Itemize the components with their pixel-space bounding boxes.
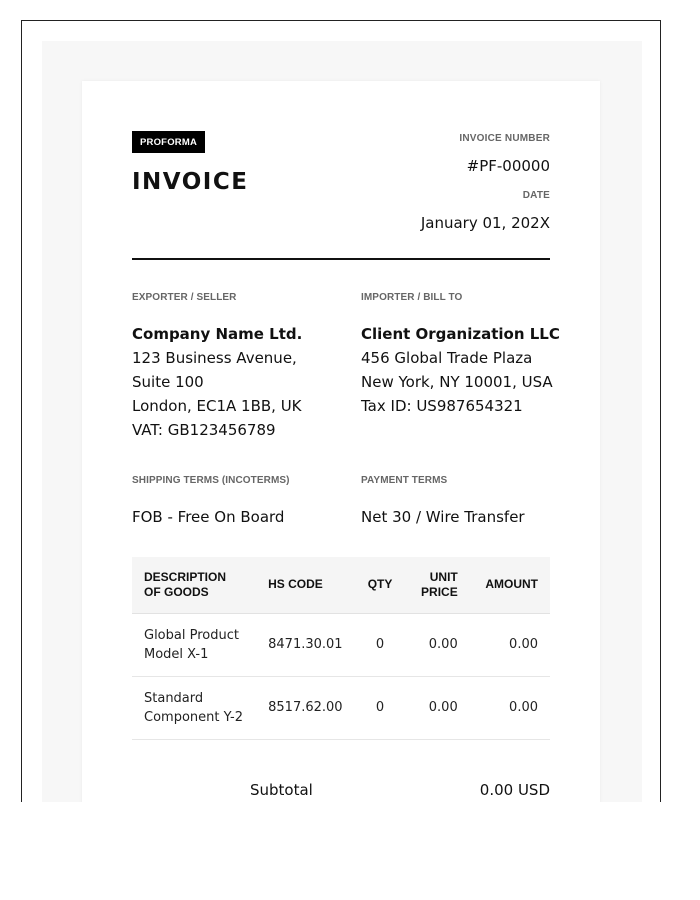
viewport-frame: [21, 20, 661, 802]
importer-tax-id: Tax ID: US987654321: [361, 397, 523, 415]
cell-unit-price: 0.00: [405, 613, 469, 676]
exporter-name: Company Name Ltd.: [132, 325, 303, 343]
column-header-hs-code: HS CODE: [256, 557, 354, 613]
invoice-number: #PF-00000: [466, 157, 550, 175]
cell-description: Global Product Model X-1: [132, 613, 256, 676]
line-items-table: [132, 557, 550, 740]
shipping-terms-label: SHIPPING TERMS (INCOTERMS): [132, 475, 290, 486]
date-label: DATE: [522, 190, 550, 201]
shipping-terms-value: FOB - Free On Board: [132, 508, 285, 526]
exporter-block: [132, 292, 337, 442]
cell-unit-price: 0.00: [405, 676, 469, 739]
cell-qty: 0: [355, 676, 406, 739]
invoice-header: [132, 131, 550, 260]
table-row: [132, 613, 550, 676]
cell-amount: 0.00: [470, 613, 550, 676]
cell-amount: 0.00: [470, 676, 550, 739]
exporter-label: EXPORTER / SELLER: [132, 292, 237, 303]
subtotal-value: 0.00 USD: [479, 781, 550, 799]
column-header-qty: QTY: [355, 557, 406, 613]
table-row: [132, 676, 550, 739]
importer-label: IMPORTER / BILL TO: [361, 292, 463, 303]
subtotal-label: Subtotal: [250, 781, 313, 799]
importer-address-line: 456 Global Trade Plaza: [361, 349, 533, 367]
column-header-unit-price: UNIT PRICE: [405, 557, 469, 613]
importer-address-line: New York, NY 10001, USA: [361, 373, 553, 391]
importer-name: Client Organization LLC: [361, 325, 560, 343]
payment-terms-block: [361, 475, 566, 529]
invoice-date: January 01, 202X: [420, 214, 550, 232]
column-header-amount: AMOUNT: [470, 557, 550, 613]
exporter-address-line: Suite 100: [132, 373, 204, 391]
cell-description: Standard Component Y-2: [132, 676, 256, 739]
shipping-terms-block: [132, 475, 337, 529]
importer-block: [361, 292, 566, 418]
exporter-address-line: London, EC1A 1BB, UK: [132, 397, 302, 415]
invoice-content: [132, 131, 560, 799]
cell-qty: 0: [355, 613, 406, 676]
invoice-number-label: INVOICE NUMBER: [459, 133, 550, 144]
cell-hs-code: 8471.30.01: [256, 613, 354, 676]
proforma-badge: PROFORMA: [132, 131, 205, 153]
exporter-address-line: 123 Business Avenue,: [132, 349, 297, 367]
payment-terms-value: Net 30 / Wire Transfer: [361, 508, 525, 526]
payment-terms-label: PAYMENT TERMS: [361, 475, 448, 486]
invoice-document: [82, 81, 600, 802]
table-header-row: [132, 557, 550, 613]
exporter-vat: VAT: GB123456789: [132, 421, 276, 439]
page-background: [42, 41, 642, 802]
page-title: INVOICE: [132, 169, 249, 195]
cell-hs-code: 8517.62.00: [256, 676, 354, 739]
column-header-description: DESCRIPTION OF GOODS: [132, 557, 256, 613]
